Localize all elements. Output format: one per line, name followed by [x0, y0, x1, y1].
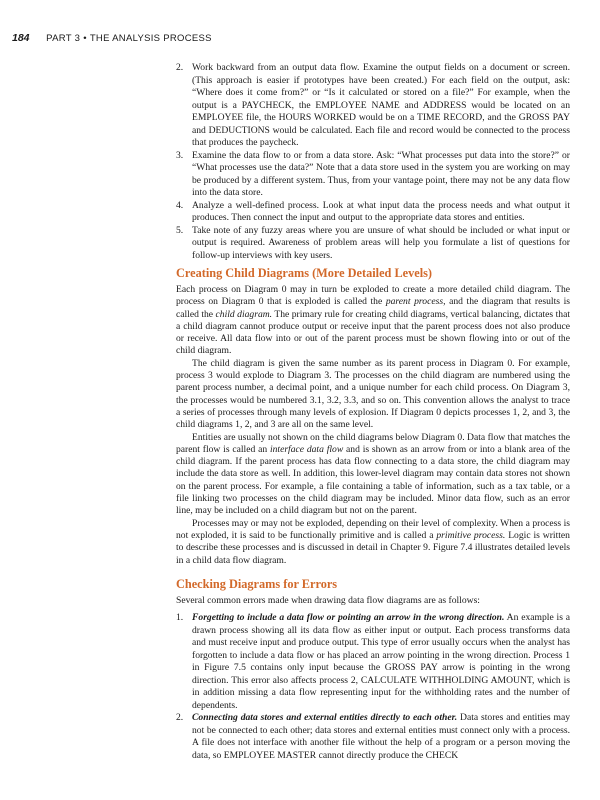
- list-item: 5. Take note of any fuzzy areas where you are unsure of what should be included or what input or output is required. Awareness of problem areas will help you formulate a list of questions for follow-up interviews with key users.: [176, 224, 570, 261]
- section-body-child-diagrams: [176, 284, 570, 567]
- list-item: 2. Work backward from an output data flow. Examine the output fields on a document or screen. (This approach is easier if prototypes have been created.) For each field on the output, ask: “Where does it come from?” or “Is it calculated or stored on a file?” For example, when the output is a PAYCHECK, the EMPLOYEE NAME and ADDRESS would be located on an EMPLOYEE file, the HOURS WORKED would be on a TIME RECORD, and the GROSS PAY and DEDUCTIONS would be calculated. Each file and record would be connected to the process that produces the paycheck.: [176, 62, 570, 148]
- paragraph: Several common errors made when drawing data flow diagrams are as follows:: [176, 595, 480, 606]
- list-item: 2. Connecting data stores and external entities directly to each other. Data stores and entities may not be connected to each other; data stores and external entities must connect only with a process. A file does not interface with another file without the help of a program or a person moving the data, so EMPLOYEE MASTER cannot directly produce the CHECK: [176, 712, 571, 761]
- steps-list: [176, 62, 570, 262]
- paragraph: The child diagram is given the same number as its parent process in Diagram 0. For example, process 3 would explode to Diagram 3. The processes on the child diagram are numbered using the parent process number, a decimal point, and a unique number for each child process. On Diagram 3, the processes would be numbered 3.1, 3.2, 3.3, and so on. This convention allows the analyst to trace a series of processes through many levels of explosion. If Diagram 0 depicts processes 1, 2, and 3, the child diagrams 1, 2, and 3 are all on the same level.: [176, 357, 570, 431]
- list-item: 1. Forgetting to include a data flow or pointing an arrow in the wrong direction. An example is a drawn process showing all its data flow as either input or output. Each process transforms data and must receive input and produce output. This type of error usually occurs when the analyst has forgotten to include a data flow or has placed an arrow pointing in the wrong direction. Process 1 in Figure 7.5 contains only input because the GROSS PAY arrow is pointing in the wrong direction. This error also affects process 2, CALCULATE WITHHOLDING AMOUNT, which is in addition missing a data flow representing input for the withholding rates and the number of dependents.: [176, 612, 570, 711]
- paragraph: Processes may or may not be exploded, depending on their level of complexity. When a process is not exploded, it is said to be functionally primitive and is called a primitive process. Logic is written to describe these processes and is discussed in detail in Chapter 9. Figure 7.4 illustrates detailed levels in a child data flow diagram.: [176, 517, 570, 566]
- running-header: [12, 31, 212, 45]
- list-item: 3. Examine the data flow to or from a data store. Ask: “What processes put data into the store?” or “What processes use the data?” Note that a data store used in the system you are working on may be produced by a different system. Thus, from your vantage point, there may not be any data flow into the data store.: [176, 149, 570, 198]
- section-heading-child-diagrams: Creating Child Diagrams (More Detailed Levels): [176, 266, 433, 280]
- page-number: 184: [12, 32, 30, 44]
- errors-list: [176, 612, 570, 762]
- list-item: 4. Analyze a well-defined process. Look at what input data the process needs and what output it produces. Then connect the input and output to the appropriate data stores and entities.: [176, 199, 570, 223]
- part-label: PART 3 • THE ANALYSIS PROCESS: [46, 33, 212, 44]
- section-body-checking-errors: [176, 595, 570, 607]
- section-heading-checking-errors: Checking Diagrams for Errors: [176, 577, 338, 591]
- paragraph: Each process on Diagram 0 may in turn be exploded to create a more detailed child diagram. The process on Diagram 0 that is exploded is called the parent process, and the diagram that results is called the child diagram. The primary rule for creating child diagrams, vertical balancing, dictates that a child diagram cannot produce output or receive input that the parent process does not also produce or receive. All data flow into or out of the parent process must be shown flowing into or out of the child diagram.: [176, 284, 570, 357]
- paragraph: Entities are usually not shown on the child diagrams below Diagram 0. Data flow that matches the parent flow is called an interface data flow and is shown as an arrow from or into a blank area of the child diagram. If the parent process has data flow connecting to a data store, the child diagram may include the data store as well. In addition, this lower-level diagram may contain data stores not shown on the parent process. For example, a file containing a table of information, such as a tax table, or a file linking two processes on the child diagram may be included. Minor data flow, such as an error line, may be included on a child diagram but not on the parent.: [176, 431, 571, 517]
